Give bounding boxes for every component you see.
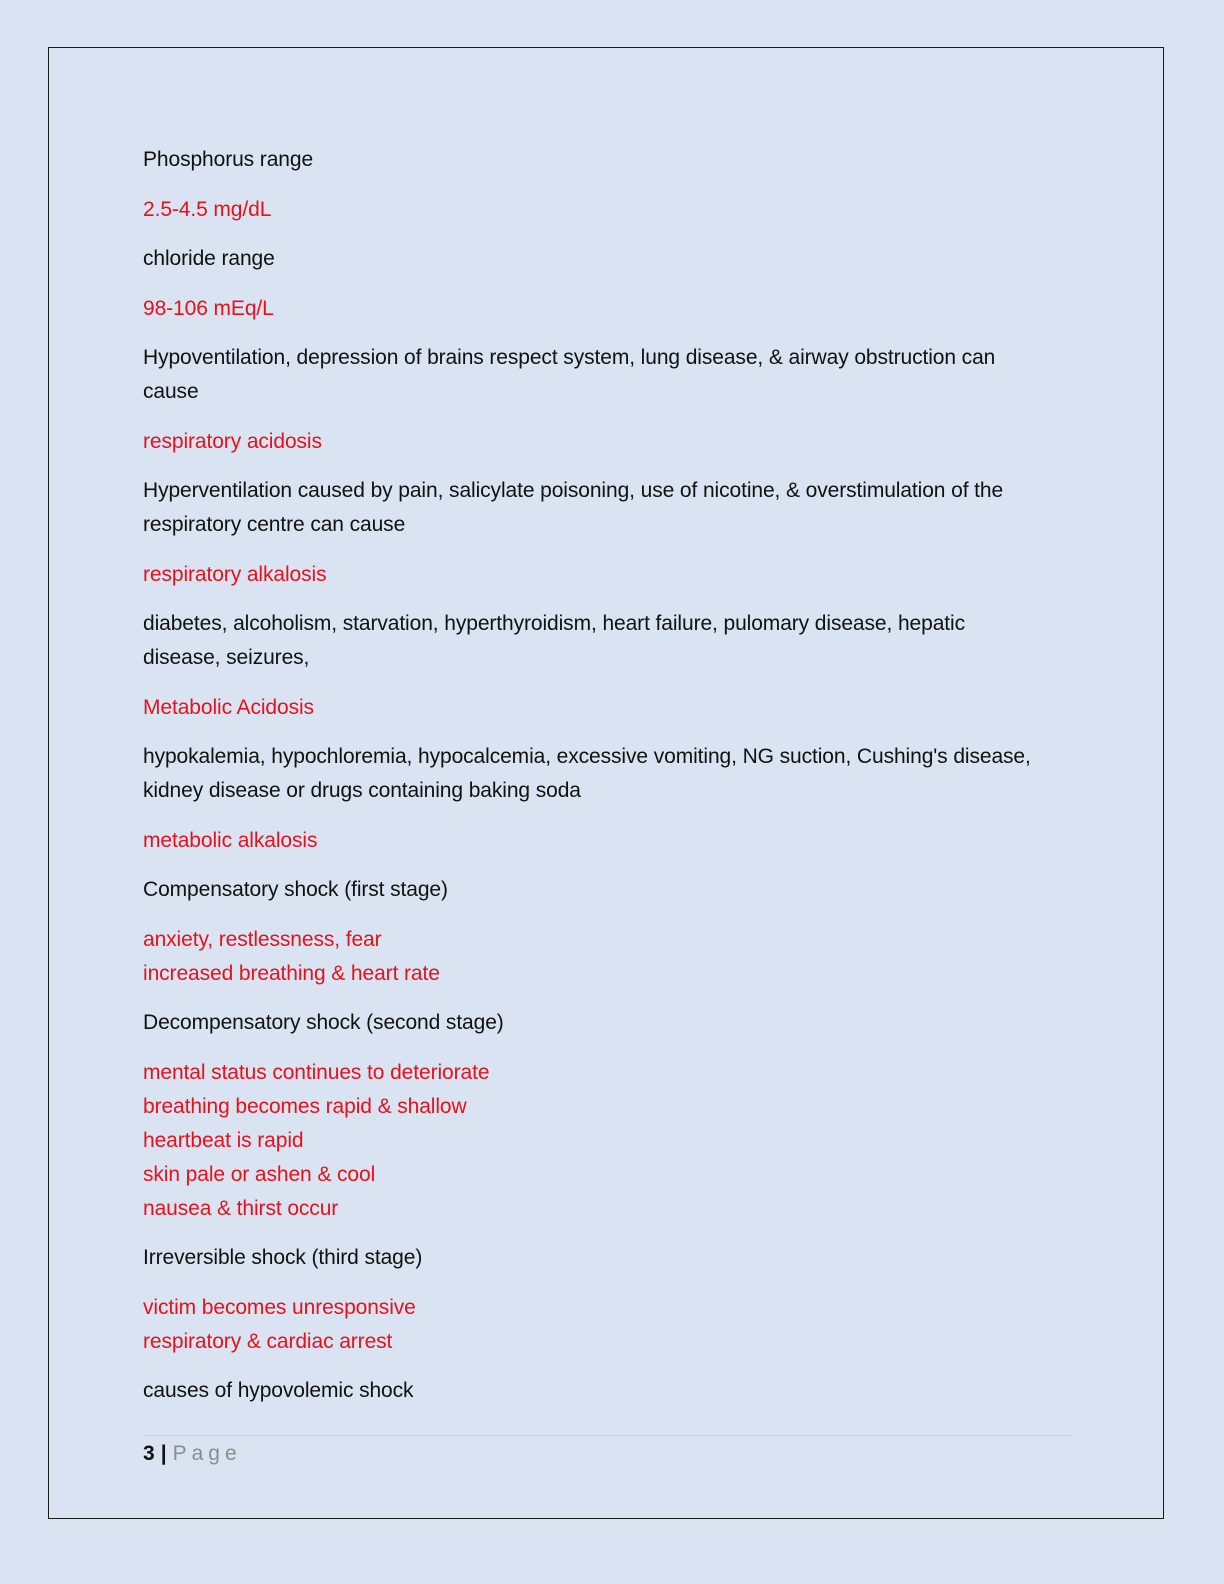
- answer-line: nausea & thirst occur: [143, 1196, 339, 1220]
- question-paragraph: [143, 740, 1073, 808]
- answer-line: respiratory alkalosis: [143, 562, 327, 586]
- answer-paragraph: [143, 193, 1073, 227]
- answer-paragraph: [143, 425, 1073, 459]
- question-line: Irreversible shock (third stage): [143, 1246, 423, 1269]
- question-paragraph: [143, 1006, 1073, 1040]
- question-line: diabetes, alcoholism, starvation, hyperthyroidism, heart failure, pulomary disease, hepatic: [143, 612, 965, 635]
- document-body: [143, 143, 1073, 1424]
- answer-line: victim becomes unresponsive: [143, 1295, 416, 1319]
- question-line: kidney disease or drugs containing baking soda: [143, 779, 581, 802]
- answer-line: skin pale or ashen & cool: [143, 1162, 376, 1186]
- answer-line: mental status continues to deteriorate: [143, 1060, 490, 1084]
- answer-paragraph: [143, 292, 1073, 326]
- question-paragraph: [143, 341, 1073, 409]
- answer-line: Metabolic Acidosis: [143, 695, 314, 719]
- answer-line: heartbeat is rapid: [143, 1128, 304, 1152]
- answer-line: 98-106 mEq/L: [143, 296, 274, 320]
- question-paragraph: [143, 242, 1073, 276]
- question-paragraph: [143, 143, 1073, 177]
- answer-paragraph: [143, 824, 1073, 858]
- page-label: Page: [172, 1442, 242, 1465]
- question-paragraph: [143, 474, 1073, 542]
- question-line: Decompensatory shock (second stage): [143, 1011, 504, 1034]
- question-paragraph: [143, 607, 1073, 675]
- question-line: Hyperventilation caused by pain, salicylate poisoning, use of nicotine, & overstimulation of the: [143, 479, 1004, 502]
- footer-rule: [143, 1435, 1073, 1436]
- question-line: Hypoventilation, depression of brains respect system, lung disease, & airway obstruction can: [143, 346, 996, 369]
- question-line: respiratory centre can cause: [143, 513, 406, 536]
- page-footer: [143, 1437, 242, 1471]
- answer-line: increased breathing & heart rate: [143, 961, 440, 985]
- answer-line: 2.5-4.5 mg/dL: [143, 197, 272, 221]
- question-line: disease, seizures,: [143, 646, 310, 669]
- question-line: causes of hypovolemic shock: [143, 1379, 414, 1402]
- question-line: Phosphorus range: [143, 148, 314, 171]
- question-line: cause: [143, 380, 199, 403]
- answer-paragraph: [143, 691, 1073, 725]
- answer-line: anxiety, restlessness, fear: [143, 927, 382, 951]
- question-paragraph: [143, 873, 1073, 907]
- answer-paragraph: [143, 1056, 1073, 1226]
- answer-paragraph: [143, 558, 1073, 592]
- answer-line: respiratory & cardiac arrest: [143, 1329, 393, 1353]
- answer-paragraph: [143, 1291, 1073, 1359]
- answer-line: metabolic alkalosis: [143, 828, 318, 852]
- answer-line: breathing becomes rapid & shallow: [143, 1094, 467, 1118]
- answer-paragraph: [143, 923, 1073, 991]
- answer-line: respiratory acidosis: [143, 429, 322, 453]
- footer-separator: |: [160, 1442, 167, 1465]
- question-line: Compensatory shock (first stage): [143, 878, 448, 901]
- question-line: chloride range: [143, 247, 275, 270]
- question-line: hypokalemia, hypochloremia, hypocalcemia, excessive vomiting, NG suction, Cushing's disease,: [143, 745, 1031, 768]
- question-paragraph: [143, 1241, 1073, 1275]
- page-number: 3: [143, 1442, 155, 1465]
- question-paragraph: [143, 1374, 1073, 1408]
